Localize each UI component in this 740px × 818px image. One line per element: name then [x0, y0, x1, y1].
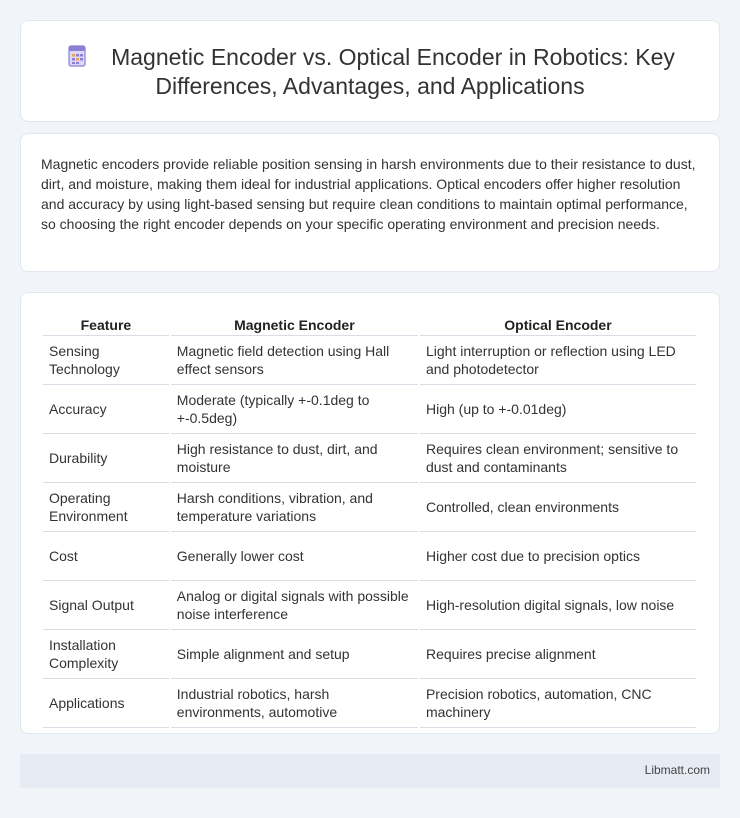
- comparison-table: [41, 316, 698, 728]
- table-row: [43, 532, 696, 581]
- cell-magnetic: High resistance to dust, dirt, and moisture: [171, 434, 418, 483]
- cell-magnetic: Harsh conditions, vibration, and temperature variations: [171, 483, 418, 532]
- cell-feature: Installation Complexity: [43, 630, 169, 679]
- title-line-1: Magnetic Encoder vs. Optical Encoder in Robotics: Key: [111, 44, 675, 70]
- title-line-2: Differences, Advantages, and Applications: [155, 73, 585, 99]
- cell-feature: Signal Output: [43, 581, 169, 630]
- cell-magnetic: Analog or digital signals with possible noise interference: [171, 581, 418, 630]
- footer-brand-link[interactable]: Libmatt.com: [644, 763, 710, 777]
- footer-bar: [20, 754, 720, 788]
- cell-optical: Requires clean environment; sensitive to dust and contaminants: [420, 434, 696, 483]
- cell-feature: Sensing Technology: [43, 336, 169, 385]
- header-optical: Optical Encoder: [420, 316, 696, 336]
- cell-feature: Applications: [43, 679, 169, 728]
- table-row: [43, 679, 696, 728]
- intro-card: [20, 133, 720, 272]
- cell-optical: Higher cost due to precision optics: [420, 532, 696, 581]
- header-magnetic: Magnetic Encoder: [171, 316, 418, 336]
- cell-feature: Accuracy: [43, 385, 169, 434]
- table-header-row: [43, 316, 696, 336]
- cell-feature: Cost: [43, 532, 169, 581]
- cell-magnetic: Generally lower cost: [171, 532, 418, 581]
- comparison-card: [20, 292, 720, 734]
- table-row: [43, 581, 696, 630]
- cell-optical: High (up to +-0.01deg): [420, 385, 696, 434]
- cell-feature: Operating Environment: [43, 483, 169, 532]
- document-icon: [65, 44, 89, 68]
- cell-optical: Requires precise alignment: [420, 630, 696, 679]
- table-row: [43, 336, 696, 385]
- cell-magnetic: Moderate (typically +-0.1deg to +-0.5deg): [171, 385, 418, 434]
- header-feature: Feature: [43, 316, 169, 336]
- cell-optical: Precision robotics, automation, CNC machinery: [420, 679, 696, 728]
- cell-optical: Light interruption or reflection using LED and photodetector: [420, 336, 696, 385]
- cell-magnetic: Industrial robotics, harsh environments, automotive: [171, 679, 418, 728]
- cell-magnetic: Magnetic field detection using Hall effect sensors: [171, 336, 418, 385]
- table-row: [43, 434, 696, 483]
- cell-feature: Durability: [43, 434, 169, 483]
- cell-optical: High-resolution digital signals, low noise: [420, 581, 696, 630]
- table-row: [43, 483, 696, 532]
- page-title: [21, 43, 719, 101]
- intro-paragraph: Magnetic encoders provide reliable position sensing in harsh environments due to their resistance to dust, dirt, and moisture, making them ideal for industrial applications. Optical encoders offer higher resolution and accuracy by using light-based sensing but require clean conditions to maintain optimal performance, so choosing the right encoder depends on your specific operating environment and precision needs.: [41, 156, 696, 232]
- cell-optical: Controlled, clean environments: [420, 483, 696, 532]
- cell-magnetic: Simple alignment and setup: [171, 630, 418, 679]
- title-card: [20, 20, 720, 122]
- table-row: [43, 630, 696, 679]
- table-row: [43, 385, 696, 434]
